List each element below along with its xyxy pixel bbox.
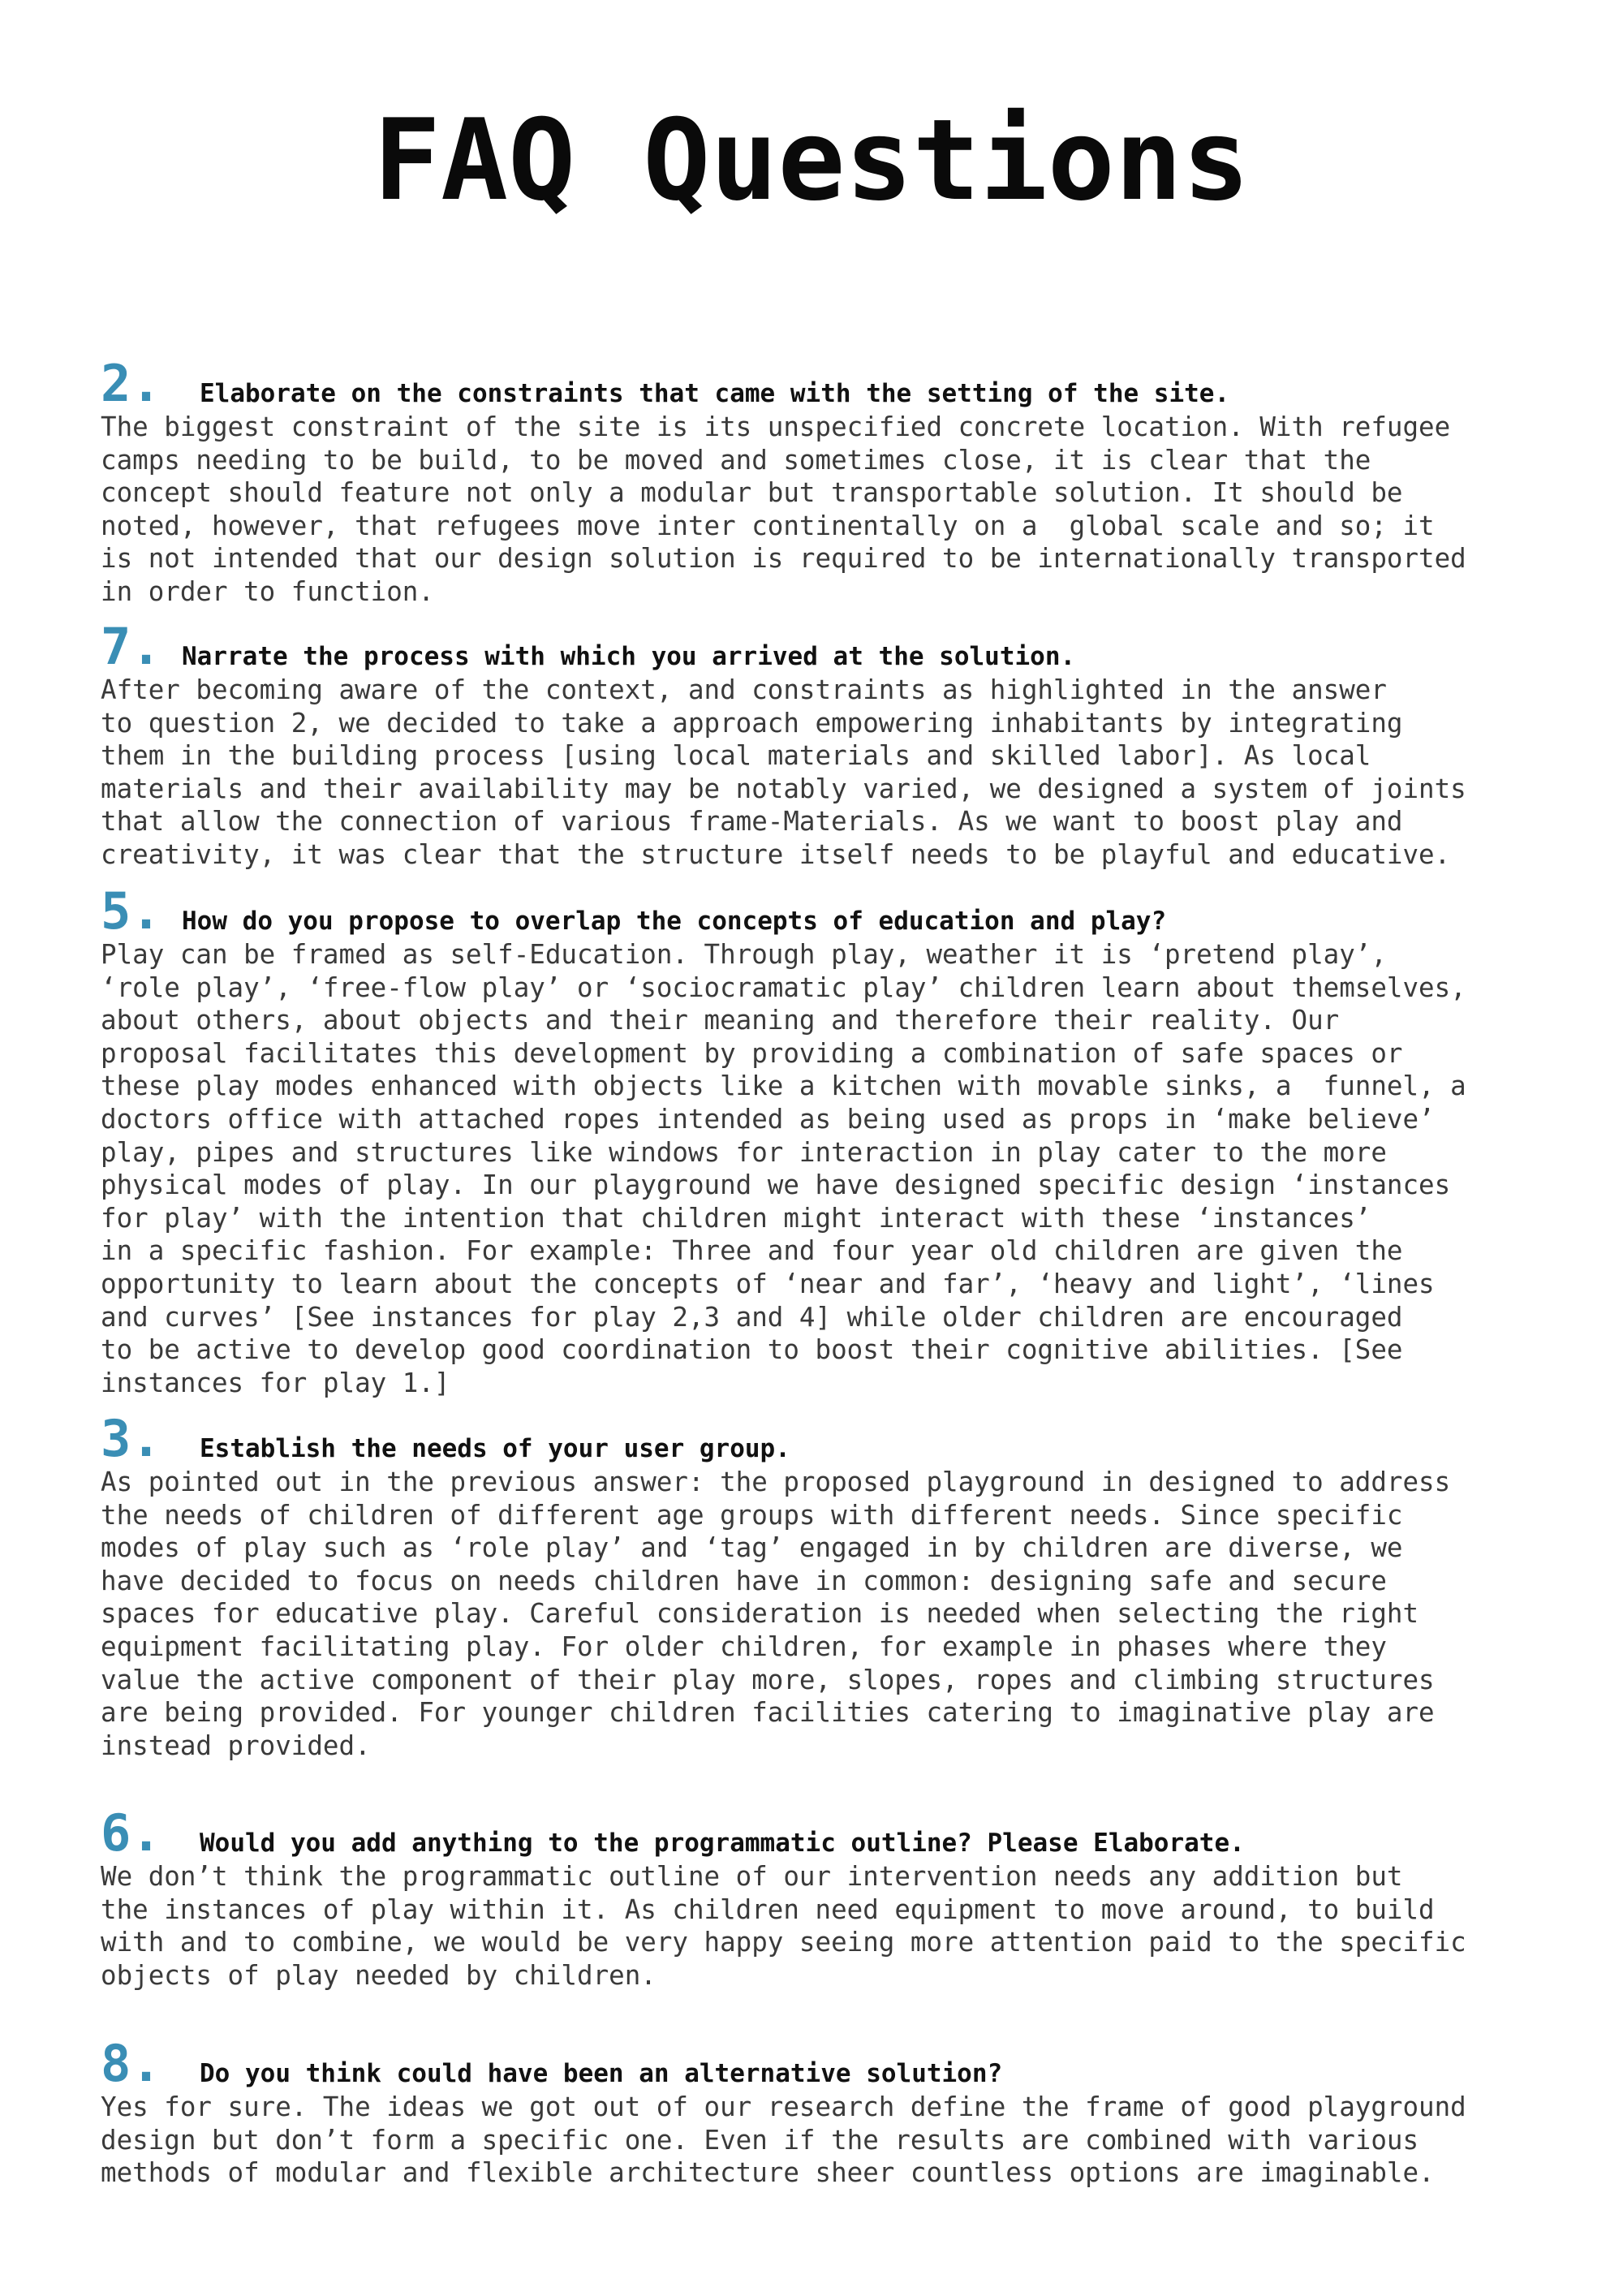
question-number: 5. <box>101 881 161 941</box>
answer-line: spaces for educative play. Careful consideration is needed when selecting the right <box>101 1598 1419 1630</box>
answer-line: opportunity to learn about the concepts of ‘near and far’, ‘heavy and light’, ‘lines <box>101 1268 1435 1299</box>
faq-item-5 <box>101 881 1561 1399</box>
answer-line: As pointed out in the previous answer: the proposed playground in designed to address <box>101 1467 1451 1497</box>
answer-line: Play can be framed as self-Education. Through play, weather it is ‘pretend play’, <box>101 939 1387 970</box>
answer-line: We don’t think the programmatic outline of our intervention needs any addition but <box>101 1861 1403 1892</box>
answer-line: these play modes enhanced with objects like a kitchen with movable sinks, a funnel, a <box>101 1070 1466 1102</box>
answer-line: to be active to develop good coordination to boost their cognitive abilities. [See <box>101 1334 1403 1366</box>
question-number: 7. <box>101 617 161 676</box>
answer-line: noted, however, that refugees move inter continentally on a global scale and so; it <box>101 510 1435 541</box>
question-text: Would you add anything to the programmatic outline? Please Elaborate. <box>200 1829 1245 1858</box>
answer-text <box>101 1466 1561 1762</box>
answer-line: that allow the connection of various frame-Materials. As we want to boost play and <box>101 806 1403 838</box>
answer-line: and curves’ [See instances for play 2,3 and 4] while older children are encouraged <box>101 1301 1403 1333</box>
answer-line: them in the building process [using local materials and skilled labor]. As local <box>101 740 1371 772</box>
answer-line: the needs of children of different age groups with different needs. Since specific <box>101 1499 1403 1531</box>
question-number: 6. <box>101 1803 161 1863</box>
answer-line: in order to function. <box>101 575 434 607</box>
answer-text <box>101 938 1561 1399</box>
question-header <box>101 617 1561 676</box>
question-text: Establish the needs of your user group. <box>200 1434 790 1463</box>
answer-line: the instances of play within it. As children need equipment to move around, to build <box>101 1893 1435 1925</box>
question-text: Narrate the process with which you arrived at the solution. <box>182 642 1076 671</box>
answer-text <box>101 2091 1561 2190</box>
answer-line: The biggest constraint of the site is its unspecified concrete location. With refugee <box>101 411 1451 442</box>
answer-line: doctors office with attached ropes intended as being used as props in ‘make believe’ <box>101 1103 1435 1135</box>
answer-line: Yes for sure. The ideas we got out of our research define the frame of good playground <box>101 2091 1466 2122</box>
faq-item-6 <box>101 1803 1561 1992</box>
answer-line: equipment facilitating play. For older children, for example in phases where they <box>101 1630 1387 1662</box>
answer-line: materials and their availability may be notably varied, we designed a system of joints <box>101 773 1466 804</box>
answer-line: design but don’t form a specific one. Even if the results are combined with various <box>101 2124 1419 2156</box>
answer-line: creativity, it was clear that the structure itself needs to be playful and educative. <box>101 838 1451 870</box>
answer-line: objects of play needed by children. <box>101 1959 657 1991</box>
question-header <box>101 881 1561 941</box>
page-title: FAQ Questions <box>372 95 1251 226</box>
answer-line: instances for play 1.] <box>101 1367 450 1398</box>
question-text: How do you propose to overlap the concepts of education and play? <box>182 907 1167 936</box>
question-number: 8. <box>101 2034 161 2093</box>
answer-line: modes of play such as ‘role play’ and ‘tag’ engaged in by children are diverse, we <box>101 1532 1403 1564</box>
faq-item-2 <box>101 354 1561 609</box>
answer-line: about others, about objects and their meaning and therefore their reality. Our <box>101 1005 1340 1036</box>
question-text: Elaborate on the constraints that came with the setting of the site. <box>200 379 1230 408</box>
answer-line: in a specific fashion. For example: Three and four year old children are given the <box>101 1235 1403 1267</box>
question-number: 2. <box>101 354 161 413</box>
question-number: 3. <box>101 1409 161 1468</box>
question-text: Do you think could have been an alternative solution? <box>200 2059 1003 2088</box>
answer-line: After becoming aware of the context, and constraints as highlighted in the answer <box>101 674 1387 705</box>
answer-line: proposal facilitates this development by providing a combination of safe spaces or <box>101 1037 1403 1069</box>
answer-line: concept should feature not only a modular but transportable solution. It should be <box>101 477 1403 509</box>
question-header <box>101 354 1561 413</box>
answer-line: are being provided. For younger children facilities catering to imaginative play are <box>101 1697 1435 1729</box>
answer-text <box>101 1860 1561 1992</box>
answer-line: play, pipes and structures like windows for interaction in play cater to the more <box>101 1136 1387 1168</box>
question-header <box>101 2034 1561 2093</box>
answer-line: to question 2, we decided to take a approach empowering inhabitants by integrating <box>101 707 1403 739</box>
answer-line: value the active component of their play more, slopes, ropes and climbing structures <box>101 1664 1435 1695</box>
faq-item-3 <box>101 1409 1561 1762</box>
answer-text <box>101 674 1561 872</box>
answer-line: for play’ with the intention that children might interact with these ‘instances’ <box>101 1202 1371 1234</box>
answer-line: camps needing to be build, to be moved and sometimes close, it is clear that the <box>101 444 1371 476</box>
answer-line: with and to combine, we would be very happy seeing more attention paid to the specific <box>101 1927 1466 1958</box>
answer-line: have decided to focus on needs children have in common: designing safe and secure <box>101 1565 1387 1596</box>
question-header <box>101 1803 1561 1863</box>
question-header <box>101 1409 1561 1468</box>
answer-line: instead provided. <box>101 1730 371 1761</box>
answer-line: physical modes of play. In our playground we have designed specific design ‘instances <box>101 1170 1451 1201</box>
answer-line: is not intended that our design solution is required to be internationally transported <box>101 543 1466 575</box>
answer-text <box>101 411 1561 609</box>
faq-item-8 <box>101 2034 1561 2190</box>
faq-item-7 <box>101 617 1561 872</box>
answer-line: ‘role play’, ‘free-flow play’ or ‘sociocramatic play’ children learn about themselves, <box>101 971 1466 1003</box>
answer-line: methods of modular and flexible architecture sheer countless options are imaginable. <box>101 2157 1435 2189</box>
